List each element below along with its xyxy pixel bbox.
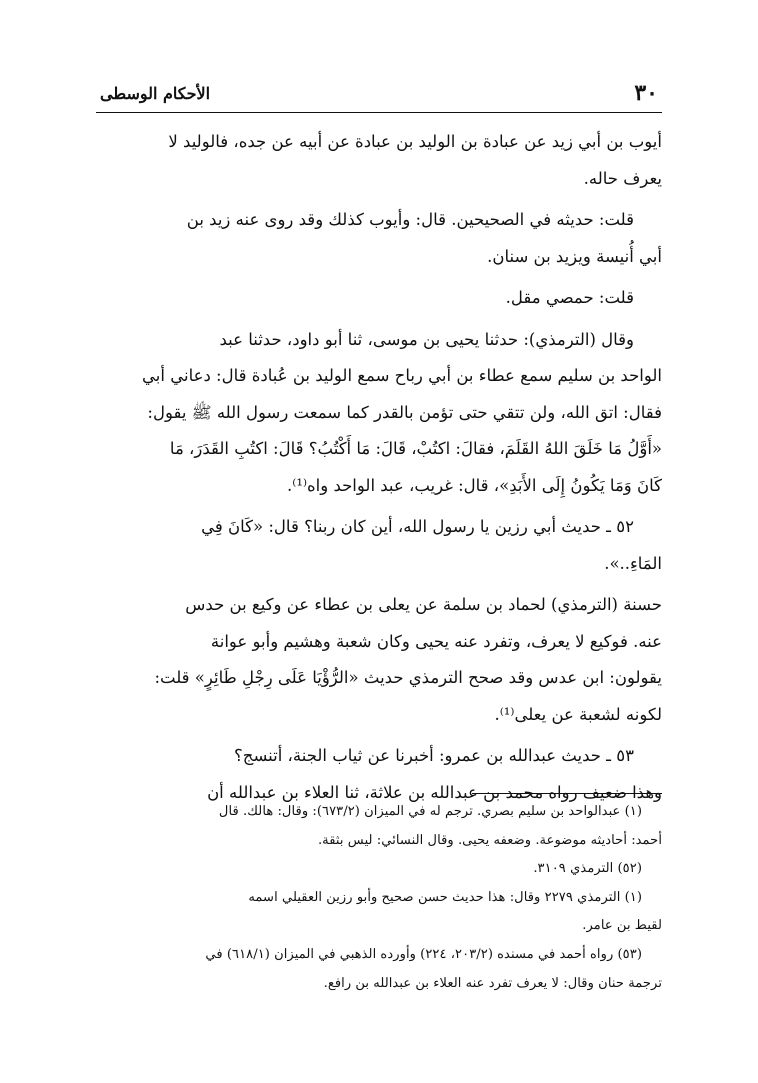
text-line: عنه. فوكيع لا يعرف، وتفرد عنه يحيى وكان شعبة وهشيم وأبو عوانة [210,631,662,651]
footnote-line: (٥٣) رواه أحمد في مسنده (٢٠٣/٢، ٢٢٤) وأورده الذهبي في الميزان (٦١٨/١) في [205,946,642,962]
footnotes [96,798,662,998]
text-line: كَانَ وَمَا يَكُونُ إِلَى الأَبَدِ»، قال: غريب، عبد الواحد واه⁽¹⁾. [287,475,662,495]
footnote-line: لقيط بن عامر. [582,918,662,934]
text-line: «أَوَّلُ مَا خَلَقَ اللهُ القَلَمَ، فقالَ: اكتُبْ، قَالَ: مَا أَكْتُبُ؟ قَالَ: اكتُبِ القَدَرَ، مَا [169,439,662,458]
hadith-53-line: ٥٣ ـ حديث عبدالله بن عمرو: أخبرنا عن ثياب الجنة، أتنسج؟ [234,746,634,765]
text-line: أيوب بن أبي زيد عن عبادة بن الوليد بن عبادة عن أبيه عن جده، فالوليد لا [168,132,662,151]
text-line: قلت: حديثه في الصحيحين. قال: وأيوب كذلك وقد روى عنه زيد بن [186,210,634,229]
text-line: أبي أُنيسة ويزيد بن سنان. [487,246,662,266]
footnote-line: (١) الترمذي ٢٢٧٩ وقال: هذا حديث حسن صحيح وأبو رزين العقيلي اسمه [248,889,642,905]
text-line: يعرف حاله. [583,168,662,188]
hadith-52-line: ٥٢ ـ حديث أبي رزين يا رسول الله، أين كان ربنا؟ قال: «كَانَ فِي [201,517,634,536]
footnote-line: ترجمة حنان وقال: لا يعرف تفرد عنه العلاء بن عبدالله بن رافع. [323,975,662,991]
text-line: يقولون: ابن عدس وقد صحح الترمذي حديث «الرُّؤْيَا عَلَى رِجْلِ طَائِرٍ» قلت: [154,668,662,687]
text-line: حسنة (الترمذي) لحماد بن سلمة عن يعلى بن عطاء عن وكيع بن حدس [185,595,662,614]
footnote-line: أحمد: أحاديثه موضوعة. وضعفه يحيى. وقال النسائي: ليس بثقة. [317,832,662,848]
main-text [96,124,662,811]
footnote-line: (١) عبدالواحد بن سليم بصري. ترجم له في الميزان (٦٧٣/٢): وقال: هالك. قال [218,804,642,819]
footnote-divider [472,793,662,794]
text-line: الواحد بن سليم سمع عطاء بن أبي رباح سمع الوليد بن عُبادة قال: دعاني أبي [142,366,662,385]
text-line: المَاءِ..». [604,553,662,573]
text-line: فقال: اتق الله، ولن تتقي حتى تؤمن بالقدر كما سمعت رسول الله ﷺ يقول: [147,402,662,422]
text-line: وقال (الترمذي): حدثنا يحيى بن موسى، ثنا أبو داود، حدثنا عبد [219,329,634,349]
page-number: ٣٠ [634,80,658,106]
page-header [96,78,662,113]
footnote-line: (٥٢) الترمذي ٣١٠٩. [533,861,642,877]
text-line: قلت: حمصي مقل. [505,288,634,307]
running-title: الأحكام الوسطى [100,84,211,103]
text-line: لكونه لشعبة عن يعلى⁽¹⁾. [494,704,662,724]
text-line: وهذا ضعيف رواه محمد بن عبدالله بن علاثة، ثنا العلاء بن عبدالله أن [207,782,662,802]
